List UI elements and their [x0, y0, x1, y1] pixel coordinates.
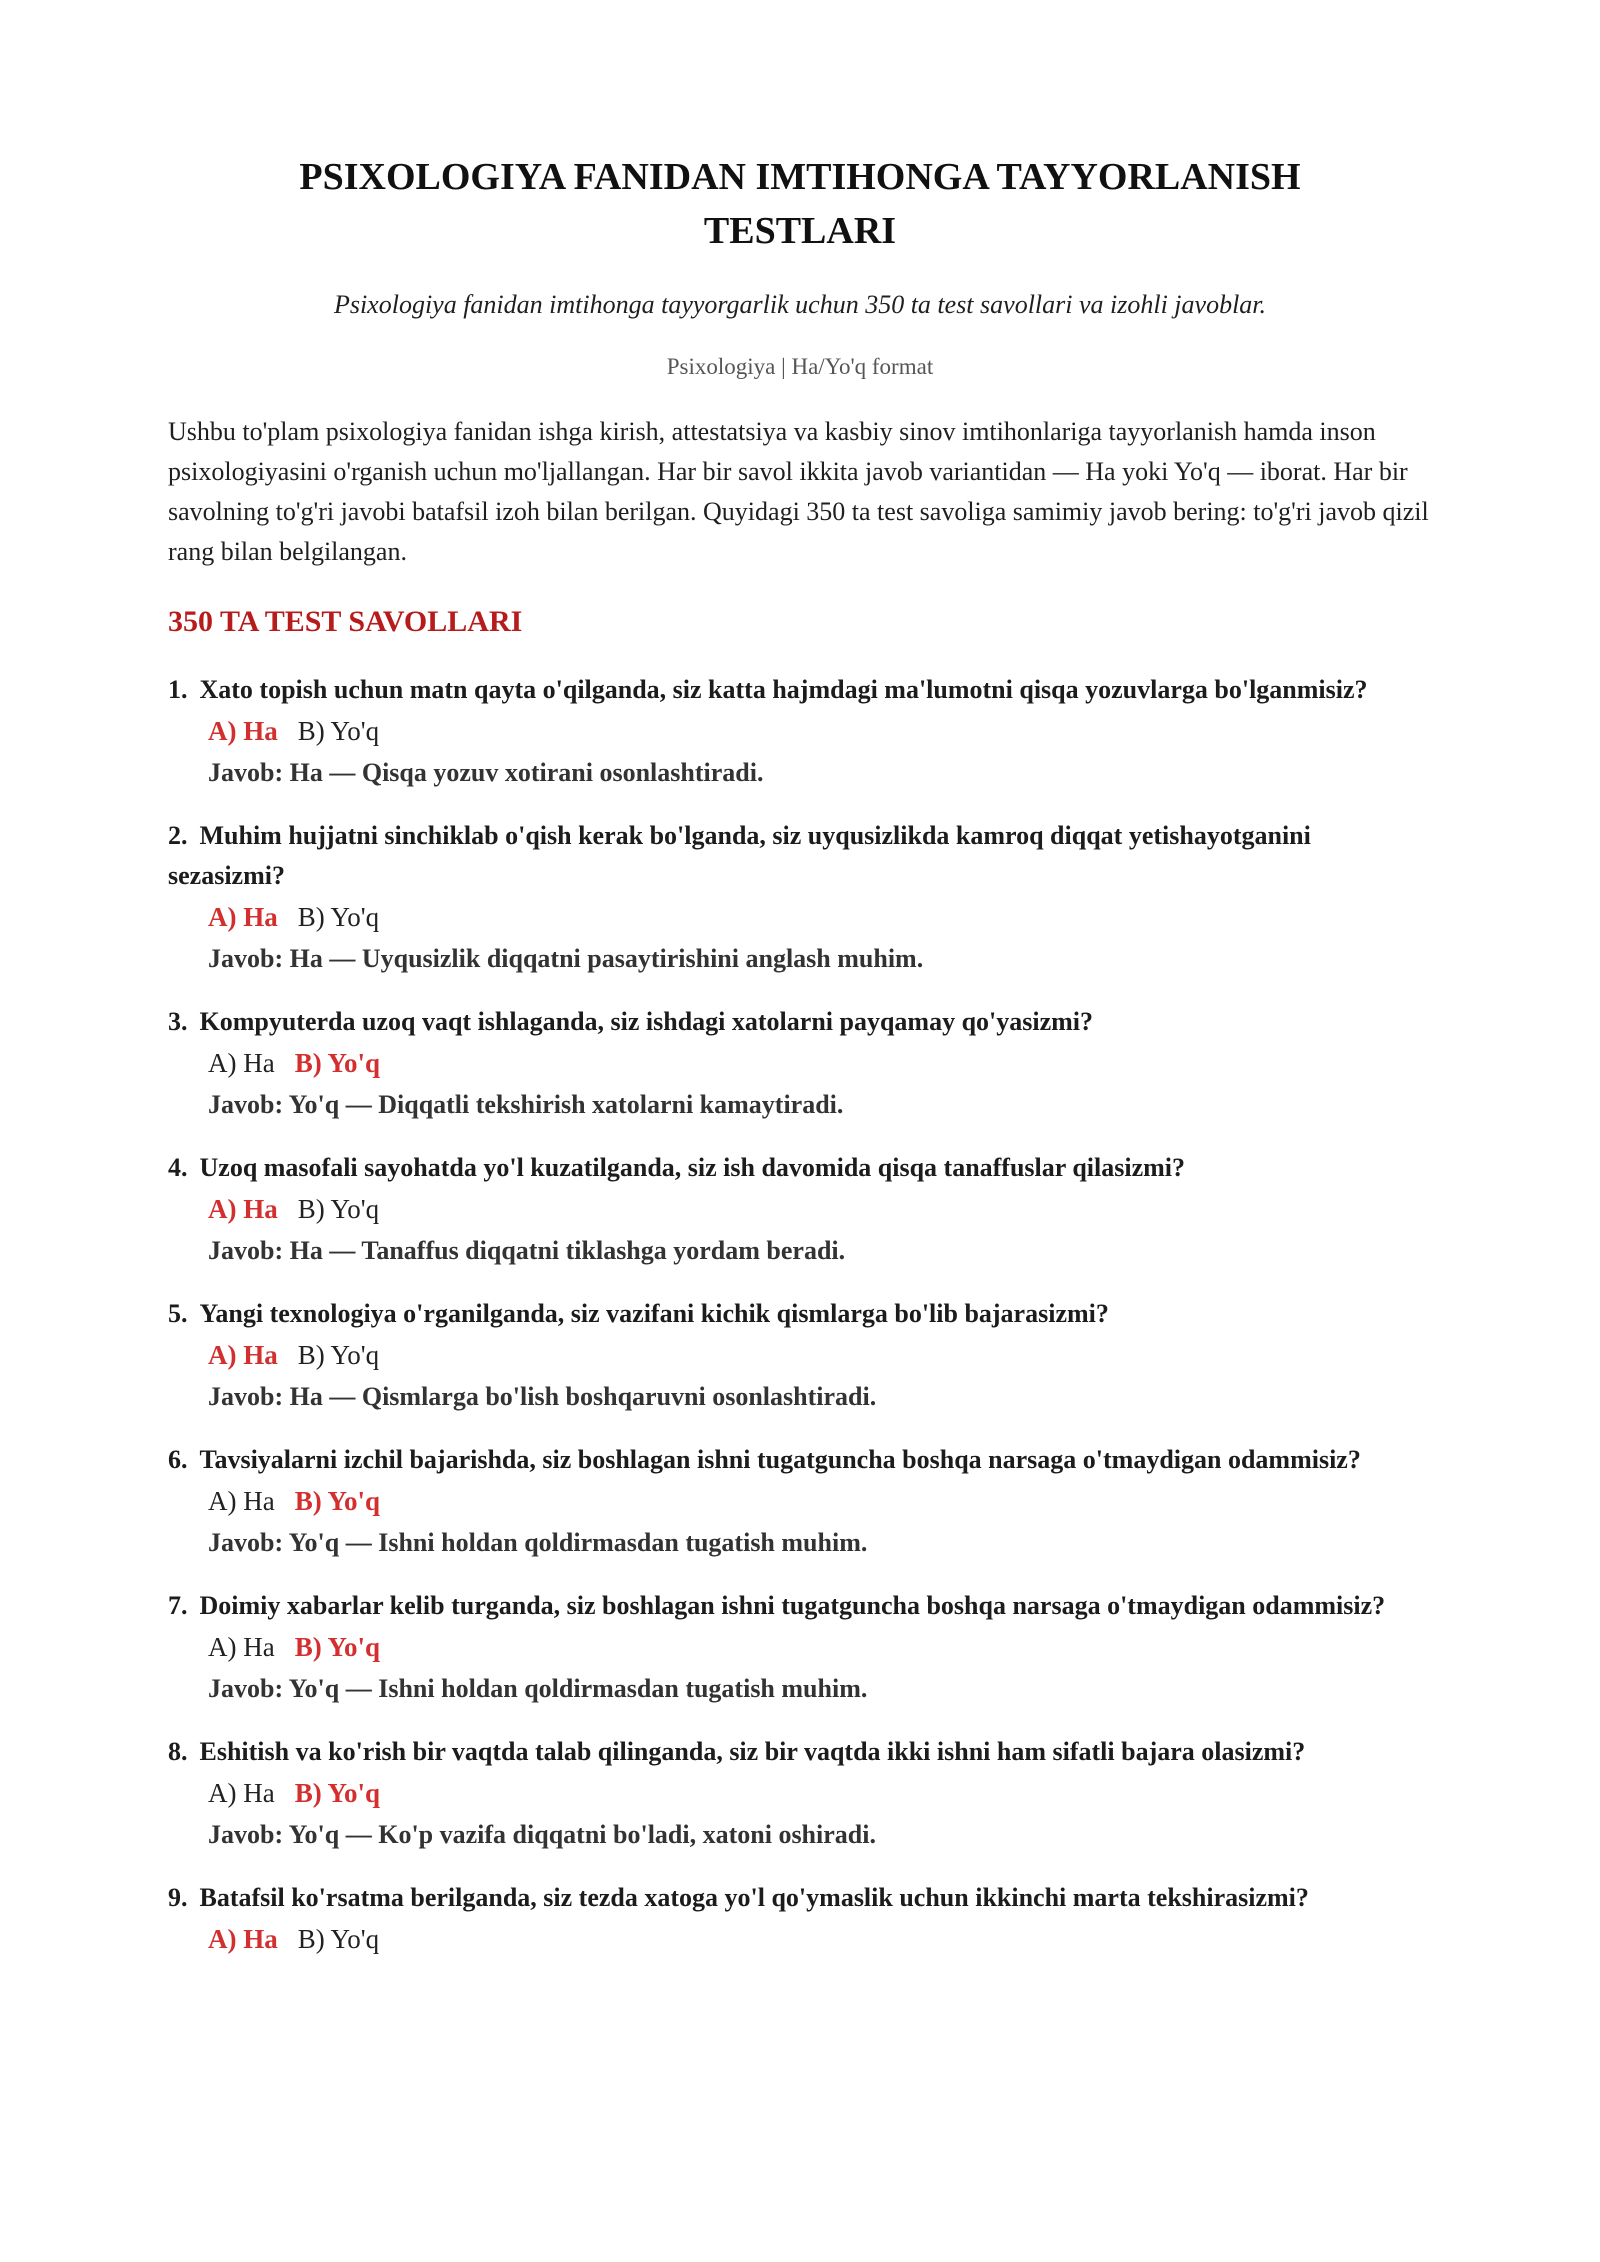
question-text: [168, 1586, 1432, 1626]
option-b: B) Yo'q: [294, 1048, 381, 1078]
question-text: [168, 1878, 1432, 1918]
question-list: [168, 670, 1432, 1960]
option-a: A) Ha: [208, 1048, 275, 1078]
option-b: B) Yo'q: [294, 1486, 381, 1516]
answer-explanation: Javob: Yo'q — Ishni holdan qoldirmasdan tugatish muhim.: [208, 1528, 868, 1557]
document-meta: Psixologiya | Ha/Yo'q format: [666, 354, 934, 379]
answer-options: [168, 1918, 1432, 1960]
option-b: B) Yo'q: [297, 716, 380, 746]
question-text: [168, 1002, 1432, 1042]
question-body: Yangi texnologiya o'rganilganda, siz vazifani kichik qismlarga bo'lib bajarasizmi?: [199, 1299, 1109, 1328]
option-b: B) Yo'q: [297, 1340, 380, 1370]
answer-options: [168, 710, 1432, 752]
question-number: 6.: [168, 1445, 188, 1474]
option-a: A) Ha: [208, 1778, 275, 1808]
answer-explanation: Javob: Yo'q — Diqqatli tekshirish xatolarni kamaytiradi.: [208, 1090, 844, 1119]
answer-explanation: Javob: Ha — Uyqusizlik diqqatni pasaytirishini anglash muhim.: [208, 944, 924, 973]
answer-options: [168, 1042, 1432, 1084]
answer-explanation: Javob: Yo'q — Ko'p vazifa diqqatni bo'ladi, xatoni oshiradi.: [208, 1820, 876, 1849]
document-subtitle: Psixologiya fanidan imtihonga tayyorgarlik uchun 350 ta test savollari va izohli javoblar.: [333, 290, 1267, 319]
question-number: 1.: [168, 675, 188, 704]
answer-options: [168, 1334, 1432, 1376]
question-text: [168, 1732, 1432, 1772]
question-body: Eshitish va ko'rish bir vaqtda talab qilinganda, siz bir vaqtda ikki ishni ham sifatli bajara olasizmi?: [199, 1737, 1306, 1766]
question-item: [168, 1002, 1432, 1126]
question-item: [168, 1732, 1432, 1856]
answer-explanation: Javob: Ha — Qisqa yozuv xotirani osonlashtiradi.: [208, 758, 764, 787]
question-item: [168, 1586, 1432, 1710]
question-text: [168, 816, 1432, 896]
option-a: A) Ha: [208, 1194, 278, 1224]
answer-explanation: Javob: Ha — Tanaffus diqqatni tiklashga yordam beradi.: [208, 1236, 846, 1265]
question-text: [168, 1294, 1432, 1334]
option-a: A) Ha: [208, 1924, 278, 1954]
question-item: [168, 1440, 1432, 1564]
question-text: [168, 1148, 1432, 1188]
question-item: [168, 1878, 1432, 1960]
title-line-2: TESTLARI: [703, 210, 897, 252]
option-b: B) Yo'q: [294, 1632, 381, 1662]
intro-paragraph: Ushbu to'plam psixologiya fanidan ishga kirish, attestatsiya va kasbiy sinov imtihonlariga tayyorlanish hamda inson psixologiyasini o'rganish uchun mo'ljallangan. Har bir savol ikkita javob variantidan — Ha yoki Yo'q — iborat. Har bir savolning to'g'ri javobi batafsil izoh bilan berilgan. Quyidagi 350 ta test savoliga samimiy javob bering: to'g'ri javob qizil rang bilan belgilangan.: [168, 417, 1429, 566]
document-title: [168, 150, 1432, 258]
question-body: Uzoq masofali sayohatda yo'l kuzatilganda, siz ish davomida qisqa tanaffuslar qilasizmi?: [199, 1153, 1186, 1182]
question-item: [168, 1148, 1432, 1272]
document-page: [168, 150, 1432, 1982]
question-text: [168, 670, 1432, 710]
answer-options: [168, 1188, 1432, 1230]
question-body: Xato topish uchun matn qayta o'qilganda, siz katta hajmdagi ma'lumotni qisqa yozuvlarga bo'lganmisiz?: [199, 675, 1368, 704]
option-a: A) Ha: [208, 902, 278, 932]
question-text: [168, 1440, 1432, 1480]
section-heading: 350 TA TEST SAVOLLARI: [168, 605, 523, 638]
question-body: Kompyuterda uzoq vaqt ishlaganda, siz ishdagi xatolarni payqamay qo'yasizmi?: [199, 1007, 1094, 1036]
question-body: Tavsiyalarni izchil bajarishda, siz boshlagan ishni tugatguncha boshqa narsaga o'tmaydigan odammisiz?: [199, 1445, 1361, 1474]
option-a: A) Ha: [208, 1340, 278, 1370]
answer-explanation: Javob: Yo'q — Ishni holdan qoldirmasdan tugatish muhim.: [208, 1674, 868, 1703]
question-item: [168, 816, 1432, 980]
answer-explanation: Javob: Ha — Qismlarga bo'lish boshqaruvni osonlashtiradi.: [208, 1382, 877, 1411]
option-a: A) Ha: [208, 1486, 275, 1516]
option-b: B) Yo'q: [297, 902, 380, 932]
option-b: B) Yo'q: [294, 1778, 381, 1808]
question-item: [168, 670, 1432, 794]
option-b: B) Yo'q: [297, 1194, 380, 1224]
title-line-1: PSIXOLOGIYA FANIDAN IMTIHONGA TAYYORLANISH: [299, 156, 1301, 198]
option-b: B) Yo'q: [297, 1924, 380, 1954]
question-number: 7.: [168, 1591, 188, 1620]
answer-options: [168, 1626, 1432, 1668]
answer-options: [168, 1480, 1432, 1522]
question-body: Batafsil ko'rsatma berilganda, siz tezda xatoga yo'l qo'ymaslik uchun ikkinchi marta tekshirasizmi?: [199, 1883, 1309, 1912]
question-body: Muhim hujjatni sinchiklab o'qish kerak bo'lganda, siz uyqusizlikda kamroq diqqat yetishayotganini sezasizmi?: [168, 821, 1311, 890]
option-a: A) Ha: [208, 1632, 275, 1662]
answer-options: [168, 896, 1432, 938]
question-number: 8.: [168, 1737, 188, 1766]
question-number: 9.: [168, 1883, 188, 1912]
question-number: 4.: [168, 1153, 188, 1182]
question-item: [168, 1294, 1432, 1418]
answer-options: [168, 1772, 1432, 1814]
question-number: 3.: [168, 1007, 188, 1036]
question-number: 2.: [168, 821, 188, 850]
question-number: 5.: [168, 1299, 188, 1328]
question-body: Doimiy xabarlar kelib turganda, siz boshlagan ishni tugatguncha boshqa narsaga o'tmaydigan odammisiz?: [199, 1591, 1386, 1620]
option-a: A) Ha: [208, 716, 278, 746]
